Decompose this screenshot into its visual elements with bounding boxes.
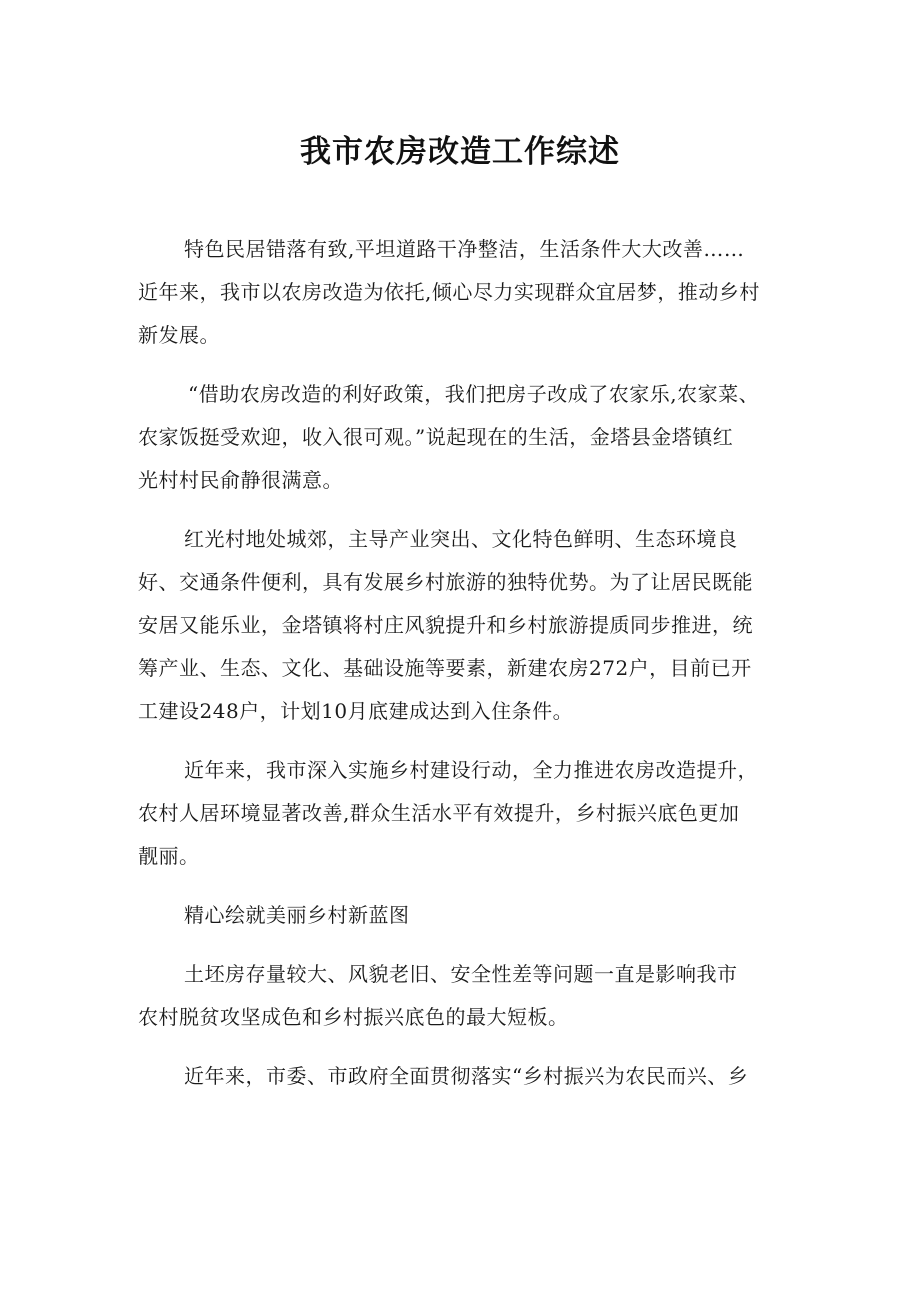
- document-body: [138, 228, 798, 1114]
- paragraph-line: 近年来，我市深入实施乡村建设行动，全力推进农房改造提升，: [184, 758, 758, 782]
- paragraph-line: 特色民居错落有致,平坦道路干净整洁，生活条件大大改善……: [184, 237, 745, 261]
- paragraph-line: 近年来，市委、市政府全面贯彻落实“乡村振兴为农民而兴、乡: [184, 1064, 749, 1088]
- paragraph-line: 新发展。: [138, 323, 220, 347]
- document-title: 我市农房改造工作综述: [300, 134, 620, 170]
- paragraph-line: 筹产业、生态、文化、基础设施等要素，新建农房272户，目前已开: [138, 656, 752, 680]
- paragraph-line: 安居又能乐业，金塔镇将村庄风貌提升和乡村旅游提质同步推进，统: [138, 613, 753, 637]
- section-heading-text: 精心绘就美丽乡村新蓝图: [184, 903, 410, 927]
- paragraph-line: 农村脱贫攻坚成色和乡村振兴底色的最大短板。: [138, 1005, 569, 1029]
- section-heading: [138, 894, 798, 937]
- paragraph-intro: [138, 228, 798, 357]
- paragraph-rural-construction: [138, 749, 798, 878]
- paragraph-line: 靓丽。: [138, 844, 200, 868]
- paragraph-adobe-houses: [138, 953, 798, 1039]
- paragraph-line: 近年来，我市以农房改造为依托,倾心尽力实现群众宜居梦，推动乡村: [138, 280, 760, 304]
- paragraph-hongguang: [138, 518, 798, 733]
- paragraph-line: 工建设248户，计划10月底建成达到入住条件。: [138, 699, 574, 723]
- paragraph-line: 光村村民俞静很满意。: [138, 468, 343, 492]
- paragraph-line: 红光村地处城郊，主导产业突出、文化特色鲜明、生态环境良: [184, 527, 738, 551]
- paragraph-line: 土坯房存量较大、风貌老旧、安全性差等问题一直是影响我市: [184, 962, 738, 986]
- paragraph-line: 农村人居环境显著改善,群众生活水平有效提升，乡村振兴底色更加: [138, 801, 740, 825]
- paragraph-line: “借助农房改造的利好政策，我们把房子改成了农家乐,农家菜、: [188, 382, 760, 406]
- paragraph-quote: [138, 373, 798, 502]
- paragraph-municipal-committee: [138, 1055, 798, 1098]
- paragraph-line: 农家饭挺受欢迎，收入很可观。”说起现在的生活，金塔县金塔镇红: [138, 425, 734, 449]
- paragraph-line: 好、交通条件便利，具有发展乡村旅游的独特优势。为了让居民既能: [138, 570, 753, 594]
